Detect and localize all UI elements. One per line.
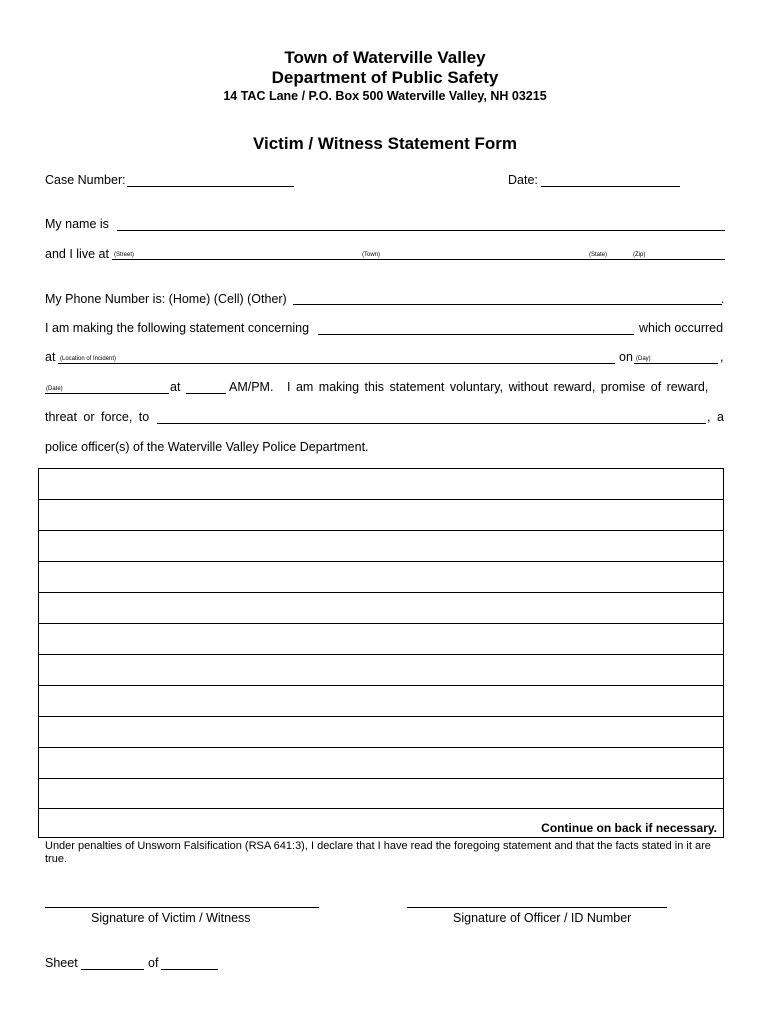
phone-label: My Phone Number is: (Home) (Cell) (Other) <box>45 292 287 306</box>
statement-line <box>39 499 723 500</box>
zip-caption: (Zip) <box>633 252 646 258</box>
state-caption: (State) <box>589 252 608 258</box>
phone-field[interactable] <box>293 304 722 305</box>
live-at-label: and I live at <box>45 247 109 261</box>
at-time-label: at <box>170 380 181 394</box>
street-caption: (Street) <box>114 252 135 258</box>
incident-date-field[interactable] <box>45 393 169 394</box>
statement-line <box>39 716 723 717</box>
victim-signature-line[interactable] <box>45 907 319 908</box>
department-title: Department of Public Safety <box>271 68 499 87</box>
statement-line <box>39 654 723 655</box>
location-field[interactable] <box>58 363 615 364</box>
case-number-label: Case Number: <box>45 173 126 187</box>
victim-signature-label: Signature of Victim / Witness <box>91 911 251 925</box>
threat-label: threat or force, to <box>45 410 150 424</box>
voluntary-text: I am making this statement voluntary, without reward, promise of reward, <box>287 380 709 394</box>
officer-name-field[interactable] <box>157 423 706 424</box>
statement-line <box>39 592 723 593</box>
statement-line <box>39 747 723 748</box>
which-occurred-label: which occurred <box>639 321 724 335</box>
sheet-number-field[interactable] <box>81 969 144 970</box>
concerning-field[interactable] <box>318 334 634 335</box>
form-title: Victim / Witness Statement Form <box>252 134 518 153</box>
date-field[interactable] <box>541 186 680 187</box>
address-field[interactable] <box>112 259 725 260</box>
sheet-label: Sheet <box>45 956 78 970</box>
my-name-label: My name is <box>45 217 109 231</box>
town-caption: (Town) <box>362 252 381 258</box>
statement-line <box>39 808 723 809</box>
name-field[interactable] <box>117 230 725 231</box>
address-line: 14 TAC Lane / P.O. Box 500 Waterville Valley, NH 03215 <box>223 89 547 103</box>
police-text: police officer(s) of the Waterville Valley Police Department. <box>45 440 369 454</box>
date-label: Date: <box>508 173 538 187</box>
statement-concerning-label: I am making the following statement concerning <box>45 321 310 335</box>
on-label: on <box>619 350 633 364</box>
statement-line <box>39 623 723 624</box>
day-caption: (Day) <box>636 356 651 362</box>
statement-line <box>39 561 723 562</box>
statement-line <box>39 530 723 531</box>
officer-signature-line[interactable] <box>407 907 667 908</box>
day-comma: , <box>720 350 724 364</box>
at-label: at <box>45 350 56 364</box>
case-number-field[interactable] <box>127 186 294 187</box>
date-caption: (Date) <box>46 386 63 392</box>
time-field[interactable] <box>186 393 226 394</box>
ampm-label: AM/PM. <box>229 380 274 394</box>
location-caption: (Location of Incident) <box>60 356 117 362</box>
statement-box[interactable] <box>38 468 724 838</box>
sheet-total-field[interactable] <box>161 969 218 970</box>
sheet-of-label: of <box>148 956 159 970</box>
statement-line <box>39 778 723 779</box>
statement-line <box>39 685 723 686</box>
officer-signature-label: Signature of Officer / ID Number <box>453 911 632 925</box>
declaration-text: Under penalties of Unsworn Falsification (RSA 641:3), I declare that I have read the foregoing statement and that the facts stated in it are true. <box>45 840 711 865</box>
a-label: , a <box>707 410 724 424</box>
day-field[interactable] <box>634 363 718 364</box>
continue-note: Continue on back if necessary. <box>541 821 717 835</box>
phone-period: . <box>721 292 725 306</box>
town-title: Town of Waterville Valley <box>284 48 486 67</box>
